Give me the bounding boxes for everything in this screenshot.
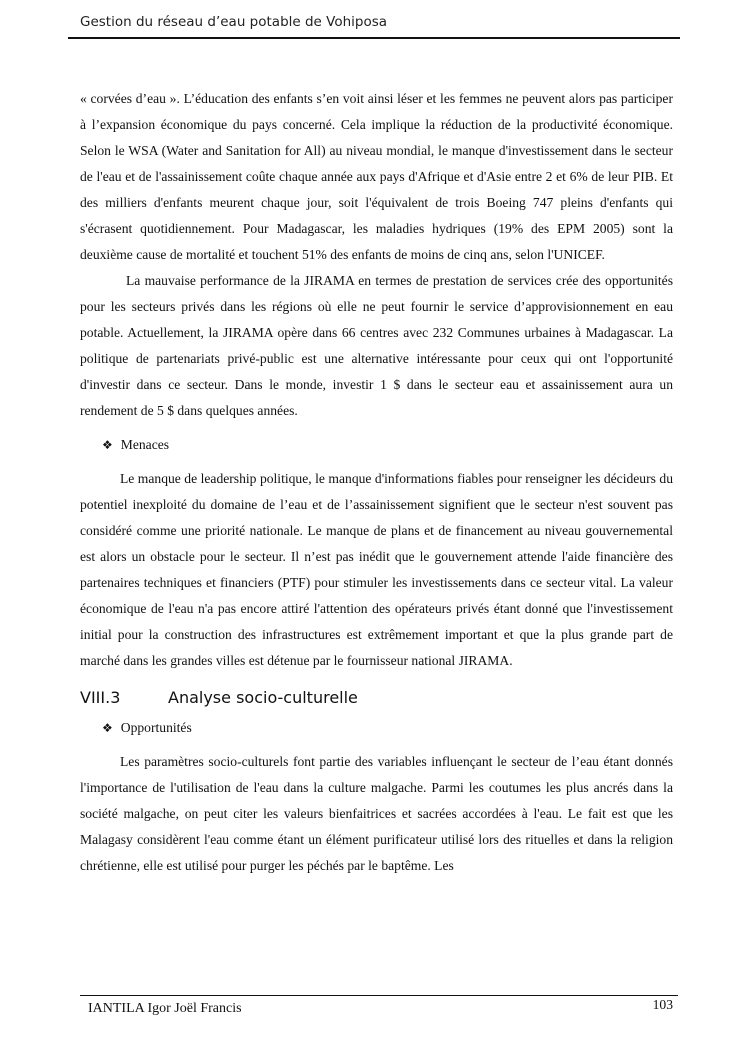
bullet-label: Opportunités <box>120 720 192 735</box>
paragraph-2: La mauvaise performance de la JIRAMA en termes de prestation de services crée des opportunités pour les secteurs privés dans les régions où elle ne peut fournir le service d’approvisionnement en eau potable. Actuellement, la JIRAMA opère dans 66 centres avec 232 Communes urbaines à Madagascar. La politique de partenariats privé-public est une alternative intéressante pour ceux qui ont l'opportunité d'investir dans ce secteur. Dans le monde, investir 1 $ dans le secteur eau et assainissement aura un rendement de 5 $ dans quelques années. <box>80 273 673 418</box>
paragraph-3: Le manque de leadership politique, le manque d'informations fiables pour renseigner les décideurs du potentiel inexploité du domaine de l’eau et de l’assainissement signifient que le secteur n'est souvent pas considéré comme une priorité nationale. Le manque de plans et de financement au niveau gouvernemental est alors un obstacle pour le secteur. Il n’est pas inédit que le gouvernement attende l'aide financière des partenaires techniques et financiers (PTF) pour stimuler les investissements dans ce secteur vital. La valeur économique de l'eau n'a pas encore attiré l'attention des opérateurs privés étant donné que l'investissement initial pour la construction des infrastructures est extrêmement important et que la plus grande part de marché dans les grandes villes est détenue par le fournisseur national JIRAMA. <box>80 471 673 668</box>
bullet-opportunites <box>102 717 673 739</box>
paragraph-4: Les paramètres socio-culturels font partie des variables influençant le secteur de l’eau étant donnés l'importance de l'utilisation de l'eau dans la culture malgache. Parmi les coutumes les plus ancrés dans la société malgache, on peut citer les valeurs bienfaitrices et sacrées accordées à l'eau. Le fait est que les Malagasy considèrent l'eau comme étant un élément purificateur utilisé lors des rituelles et dans la religion chrétienne, elle est utilisé pour purger les péchés par le baptême. Les <box>80 754 673 873</box>
diamond-bullet-icon: ❖ <box>102 438 113 452</box>
bullet-menaces <box>102 434 673 456</box>
paragraph-1: « corvées d’eau ». L’éducation des enfants s’en voit ainsi léser et les femmes ne peuvent alors pas participer à l’expansion économique du pays concerné. Cela implique la réduction de la productivité économique. Selon le WSA (Water and Sanitation for All) au niveau mondial, le manque d'investissement dans le secteur de l'eau et de l'assainissement coûte chaque année aux pays d'Afrique et d'Asie entre 2 et 6% de leur PIB. Et des milliers d'enfants meurent chaque jour, soit l'équivalent de trois Boeing 747 pleins d'enfants qui s'écrasent quotidiennement. Pour Madagascar, les maladies hydriques (19% des EPM 2005) sont la deuxième cause de mortalité et touchent 51% des enfants de moins de cinq ans, selon l'UNICEF. <box>80 91 673 262</box>
section-title: Analyse socio-culturelle <box>168 688 358 707</box>
diamond-bullet-icon: ❖ <box>102 721 113 735</box>
section-heading <box>80 688 673 707</box>
header-rule <box>68 37 680 39</box>
footer-rule <box>80 995 678 996</box>
footer-author: IANTILA Igor Joël Francis <box>88 1001 242 1016</box>
page-number: 103 <box>652 997 673 1012</box>
running-header: Gestion du réseau d’eau potable de Vohiposa <box>80 14 388 30</box>
bullet-label: Menaces <box>120 437 170 452</box>
section-number: VIII.3 <box>80 688 121 707</box>
body-text <box>80 86 673 879</box>
